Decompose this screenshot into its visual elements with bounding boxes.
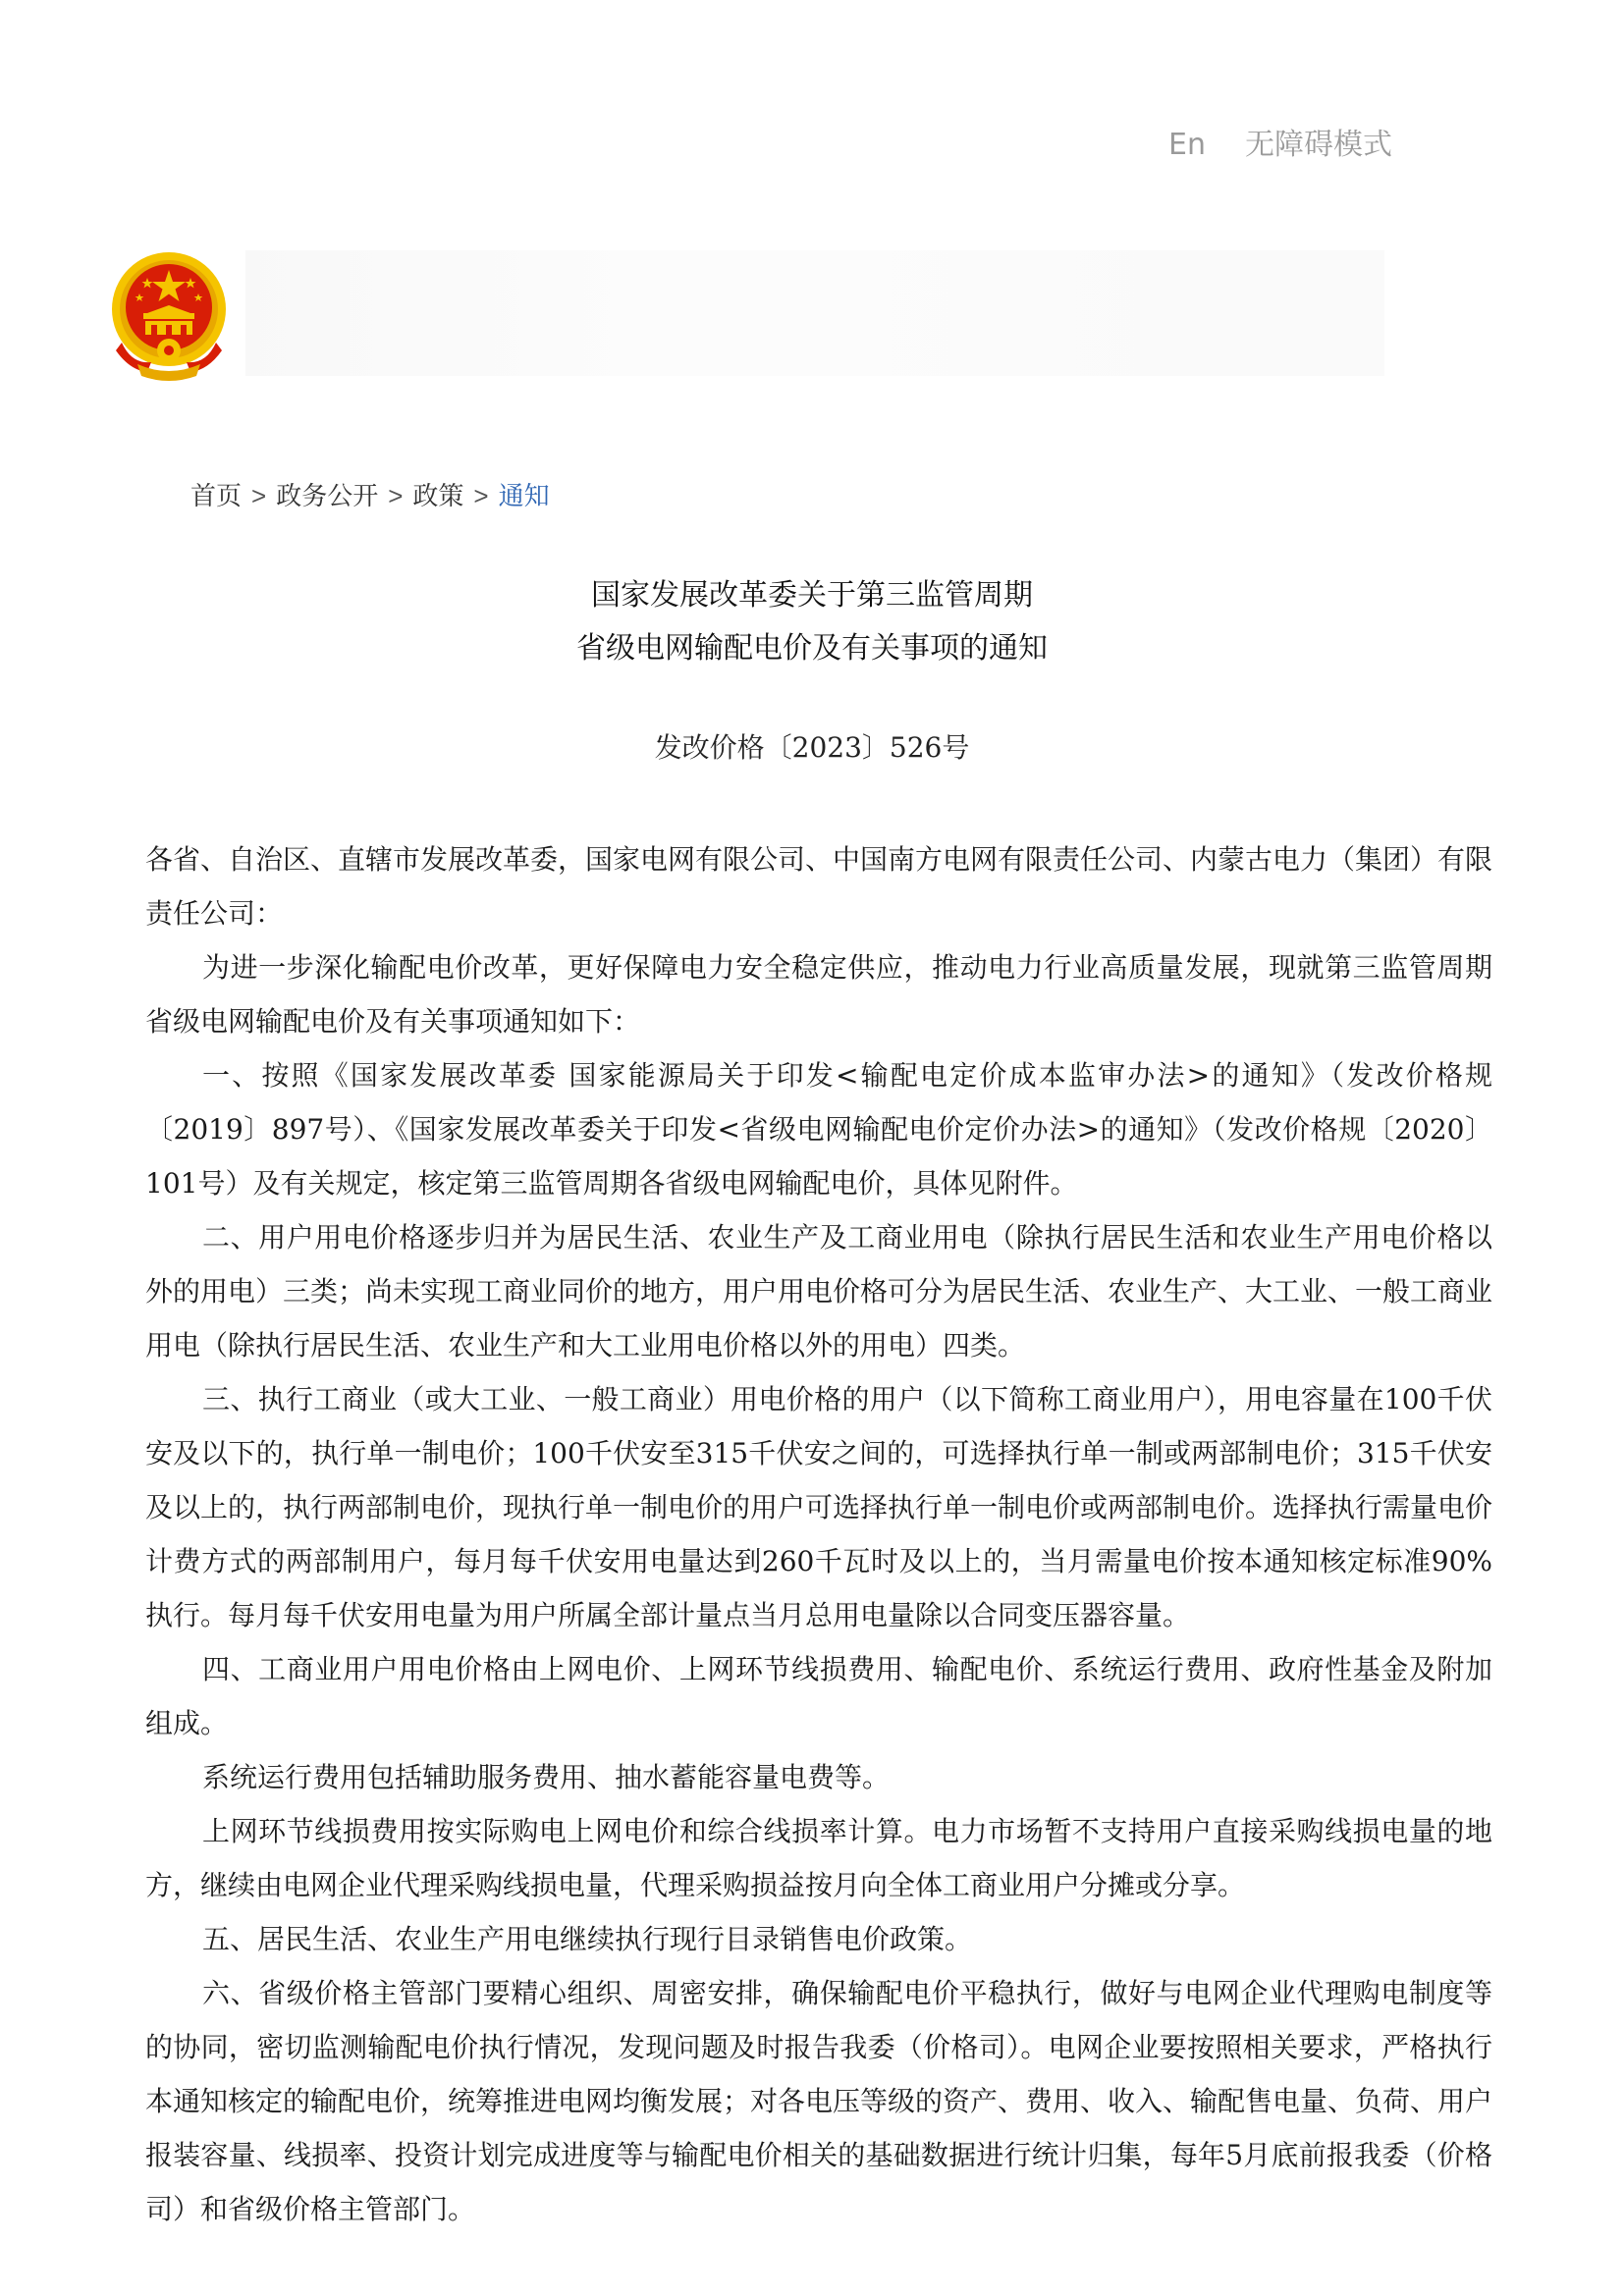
- header-banner-image: [245, 250, 1384, 376]
- title-line-1: 国家发展改革委关于第三监管周期: [591, 578, 1033, 613]
- body-paragraph: 为进一步深化输配电价改革，更好保障电力安全稳定供应，推动电力行业高质量发展，现就第三监管周期省级电网输配电价及有关事项通知如下：: [145, 951, 1492, 1038]
- breadcrumb-policy-link[interactable]: 政策: [412, 481, 464, 510]
- addressee: 各省、自治区、直辖市发展改革委，国家电网有限公司、中国南方电网有限责任公司、内蒙古电力（集团）有限责任公司：: [145, 843, 1493, 930]
- document-body: [145, 832, 1492, 2236]
- body-paragraph: 四、工商业用户用电价格由上网电价、上网环节线损费用、输配电价、系统运行费用、政府性基金及附加组成。: [145, 1653, 1492, 1739]
- breadcrumb-separator: >: [473, 481, 489, 510]
- breadcrumb-separator: >: [251, 481, 267, 510]
- top-utility-bar: [0, 122, 1624, 169]
- breadcrumb-gov-affairs-link[interactable]: 政务公开: [276, 481, 379, 510]
- breadcrumb-separator: >: [388, 481, 404, 510]
- breadcrumb-home-link[interactable]: 首页: [190, 481, 243, 510]
- body-paragraph: 系统运行费用包括辅助服务费用、抽水蓄能容量电费等。: [202, 1761, 891, 1793]
- national-emblem-icon[interactable]: [108, 248, 230, 382]
- body-paragraph: 六、省级价格主管部门要精心组织、周密安排，确保输配电价平稳执行，做好与电网企业代理购电制度等的协同，密切监测输配电价执行情况，发现问题及时报告我委（价格司）。电网企业要按照相关要求，严格执行本通知核定的输配电价，统筹推进电网均衡发展；对各电压等级的资产、费用、收入、输配售电量、负荷、用户报装容量、线损率、投资计划完成进度等与输配电价相关的基础数据进行统计归集，每年5月底前报我委（价格司）和省级价格主管部门。: [145, 1977, 1493, 2225]
- breadcrumb-notice-link[interactable]: 通知: [498, 481, 550, 510]
- site-header: [108, 248, 1384, 386]
- body-paragraph: 五、居民生活、农业生产用电继续执行现行目录销售电价政策。: [202, 1923, 973, 1955]
- english-language-link[interactable]: En: [1168, 128, 1206, 162]
- accessibility-mode-link[interactable]: 无障碍模式: [1245, 128, 1392, 162]
- document-number: 发改价格〔2023〕526号: [654, 731, 970, 764]
- body-paragraph: 三、执行工商业（或大工业、一般工商业）用电价格的用户（以下简称工商业用户），用电容量在100千伏安及以下的，执行单一制电价；100千伏安至315千伏安之间的，可选择执行单一制或两部制电价；315千伏安及以上的，执行两部制电价，现执行单一制电价的用户可选择执行单一制电价或两部制电价。选择执行需量电价计费方式的两部制用户，每月每千伏安用电量达到260千瓦时及以上的，当月需量电价按本通知核定标准90%执行。每月每千伏安用电量为用户所属全部计量点当月总用电量除以合同变压器容量。: [145, 1383, 1493, 1631]
- body-paragraph: 一、按照《国家发展改革委 国家能源局关于印发<输配电定价成本监审办法>的通知》（发改价格规〔2019〕897号）、《国家发展改革委关于印发<省级电网输配电价定价办法>的通知》（发改价格规〔2020〕101号）及有关规定，核定第三监管周期各省级电网输配电价，具体见附件。: [145, 1059, 1492, 1200]
- body-paragraph: 二、用户用电价格逐步归并为居民生活、农业生产及工商业用电（除执行居民生活和农业生产用电价格以外的用电）三类；尚未实现工商业同价的地方，用户用电价格可分为居民生活、农业生产、大工业、一般工商业用电（除执行居民生活、农业生产和大工业用电价格以外的用电）四类。: [145, 1221, 1493, 1362]
- title-line-2: 省级电网输配电价及有关事项的通知: [576, 631, 1048, 666]
- body-paragraph: 上网环节线损费用按实际购电上网电价和综合线损率计算。电力市场暂不支持用户直接采购线损电量的地方，继续由电网企业代理采购线损电量，代理采购损益按月向全体工商业用户分摊或分享。: [145, 1815, 1492, 1901]
- breadcrumb: [190, 476, 550, 515]
- document-title: [0, 569, 1624, 675]
